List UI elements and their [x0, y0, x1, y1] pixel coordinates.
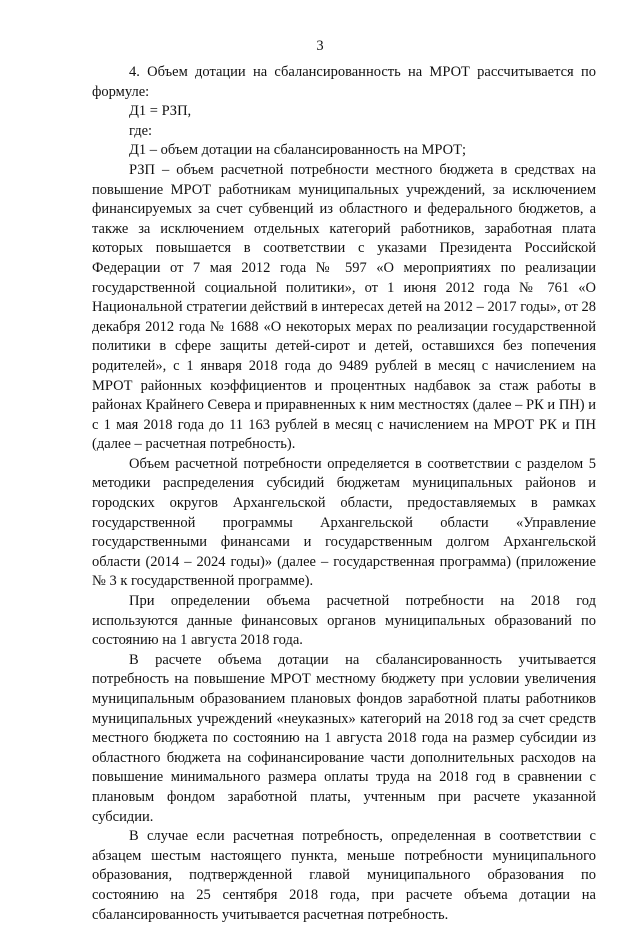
- document-body: [92, 63, 596, 925]
- page-number: 3: [316, 38, 324, 54]
- paragraph-d1-definition: Д1 – объем дотации на сбалансированность на МРОТ;: [129, 142, 466, 159]
- paragraph-rzp-definition: РЗП – объем расчетной потребности местного бюджета в средствах на повышение МРОТ работникам муниципальных учреждений, за исключением финансируемых за счет субвенций из областного и федерального бюджетов, а также за исключением отдельных категорий работников, заработная плата которых повышается в соответствии с указами Президента Российской Федерации от 7 мая 2012 года № 597 «О мероприятиях по реализации государственной социальной политики», от 1 июня 2012 года № 761 «О Национальной стратегии действий в интересах детей на 2012 – 2017 годы», от 28 декабря 2012 года № 1688 «О некоторых мерах по реализации государственной политики в сфере защиты детей-сирот и детей, оставшихся без попечения родителей», с 1 января 2018 года до 9489 рублей в месяц с начислением на МРОТ районных коэффициентов и процентных надбавок за стаж работы в районах Крайнего Севера и приравненных к ним местностях (далее – РК и ПН) и с 1 мая 2018 года до 11 163 рублей в месяц с начислением на МРОТ РК и ПН (далее – расчетная потребность).: [92, 161, 596, 453]
- paragraph-data-source: При определении объема расчетной потребности на 2018 год используются данные финансовых органов муниципальных образований по состоянию на 1 августа 2018 года.: [92, 593, 596, 649]
- paragraph-calculation-condition: В расчете объема дотации на сбалансированность учитывается потребность на повышение МРОТ местному бюджету при условии увеличения муниципальным образованием плановых фондов заработной платы работников муниципальных учреждений «неуказных» категорий на 2018 год за счет средств местного бюджета по состоянию на 1 августа 2018 года на размер субсидии из областного бюджета на софинансирование части дополнительных расходов на повышение минимального размера оплаты труда на 2018 год в сравнении с плановым фондом заработной платы, учтенным при расчете указанной субсидии.: [92, 651, 596, 825]
- paragraph-lesser-need: В случае если расчетная потребность, определенная в соответствии с абзацем шестым настоящего пункта, меньше потребности муниципального образования, подтвержденной главой муниципального образования по состоянию на 25 сентября 2018 года, при расчете объема дотации на сбалансированность учитывается расчетная потребность.: [92, 828, 596, 923]
- paragraph-where: где:: [129, 122, 153, 139]
- paragraph-volume-determination: Объем расчетной потребности определяется в соответствии с разделом 5 методики распределения субсидий бюджетам муниципальных районов и городских округов Архангельской области, предоставляемых в рамках государственной программы Архангельской области «Управление государственными финансами и государственным долгом Архангельской области (2014 – 2024 годы)» (далее – государственная программа) (приложение № 3 к государственной программе).: [92, 455, 596, 590]
- paragraph-formula: Д1 = РЗП,: [129, 103, 192, 120]
- paragraph-formula-intro: 4. Объем дотации на сбалансированность на МРОТ рассчитывается по формуле:: [92, 64, 596, 100]
